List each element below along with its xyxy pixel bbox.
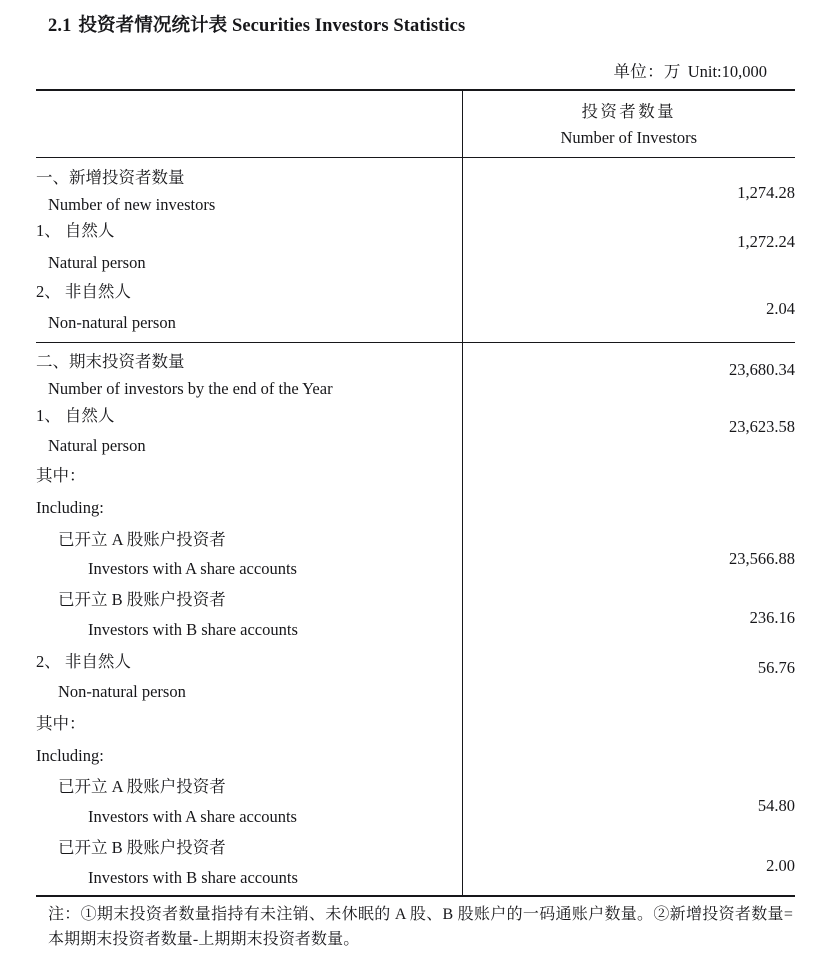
row-value-cell bbox=[462, 583, 795, 643]
row-label-cell bbox=[36, 644, 462, 706]
row-label-cell bbox=[36, 277, 462, 343]
table-row bbox=[36, 769, 795, 830]
row-label-cn: 已开立 B 股账户投资者 bbox=[58, 590, 226, 610]
header-label-text bbox=[36, 91, 462, 147]
row-label-cell bbox=[36, 460, 462, 521]
row-value-cell bbox=[462, 769, 795, 830]
row-label-cell bbox=[36, 522, 462, 583]
row-value-cell bbox=[462, 522, 795, 583]
row-label-cell bbox=[36, 158, 462, 219]
row-value-cell bbox=[462, 706, 795, 769]
header-value-en: Number of Investors bbox=[560, 127, 698, 147]
table-row bbox=[36, 583, 795, 643]
row-value-cell bbox=[462, 644, 795, 706]
investors-statistics-table bbox=[36, 89, 795, 897]
row-label-en: Investors with A share accounts bbox=[88, 559, 297, 579]
unit-note bbox=[36, 38, 795, 89]
page-title bbox=[36, 0, 795, 38]
row-label-cn: 已开立 A 股账户投资者 bbox=[58, 529, 226, 549]
table-header-row bbox=[36, 90, 795, 157]
row-value: 23,566.88 bbox=[729, 548, 795, 568]
header-label-cell bbox=[36, 90, 462, 157]
row-label-cell bbox=[36, 831, 462, 896]
row-label-en: Number of investors by the end of the Year bbox=[48, 379, 333, 399]
table-row bbox=[36, 522, 795, 583]
row-label-en: Including: bbox=[36, 745, 104, 765]
row-value: 56.76 bbox=[757, 657, 795, 677]
row-label-cn: 2、 非自然人 bbox=[36, 281, 131, 301]
row-label-cell bbox=[36, 343, 462, 403]
row-value: 54.80 bbox=[757, 796, 795, 816]
row-value-cell bbox=[462, 831, 795, 896]
header-value-cn: 投资者数量 bbox=[581, 102, 676, 122]
row-label-en: Investors with B share accounts bbox=[88, 867, 298, 887]
table-row bbox=[36, 343, 795, 403]
table-row bbox=[36, 403, 795, 460]
row-label-cn: 2、 非自然人 bbox=[36, 651, 131, 671]
table-row bbox=[36, 218, 795, 276]
row-label-cn: 已开立 A 股账户投资者 bbox=[58, 777, 226, 797]
row-label-en: Investors with A share accounts bbox=[88, 807, 297, 827]
row-label-cell bbox=[36, 218, 462, 276]
row-label-cell bbox=[36, 583, 462, 643]
title-en: Securities Investors Statistics bbox=[231, 16, 466, 36]
row-value: 2.00 bbox=[766, 855, 795, 875]
row-value: 2.04 bbox=[766, 298, 795, 318]
row-value: 236.16 bbox=[749, 608, 795, 628]
row-label-cn: 其中： bbox=[36, 713, 86, 733]
row-label-en: Including: bbox=[36, 497, 104, 517]
table-row bbox=[36, 460, 795, 521]
table-row bbox=[36, 706, 795, 769]
row-value-cell bbox=[462, 277, 795, 343]
row-label-cell bbox=[36, 769, 462, 830]
row-label-cn: 已开立 B 股账户投资者 bbox=[58, 837, 226, 857]
row-value-cell bbox=[462, 343, 795, 403]
row-label-en: Non-natural person bbox=[58, 682, 186, 702]
table-row bbox=[36, 831, 795, 896]
row-label-cell bbox=[36, 403, 462, 460]
row-label-cell bbox=[36, 706, 462, 769]
table-footnote: 注：①期末投资者数量指持有未注销、未休眠的 A 股、B 股账户的一码通账户数量。②新增投资者数量=本期期末投资者数量-上期期末投资者数量。 bbox=[48, 906, 793, 949]
unit-note-cn: 单位：万 bbox=[613, 62, 681, 82]
row-label-en: Natural person bbox=[48, 436, 146, 456]
table-row bbox=[36, 277, 795, 343]
row-value: 1,272.24 bbox=[737, 232, 795, 252]
row-label-cn: 其中： bbox=[36, 466, 86, 486]
row-label-en: Number of new investors bbox=[48, 194, 216, 214]
row-label-cn: 1、 自然人 bbox=[36, 221, 115, 241]
row-value: 1,274.28 bbox=[737, 183, 795, 202]
row-value: 23,680.34 bbox=[729, 360, 795, 380]
unit-note-en: Unit:10,000 bbox=[687, 62, 767, 82]
table-row bbox=[36, 158, 795, 219]
row-value: 23,623.58 bbox=[729, 416, 795, 436]
row-label-cn: 1、 自然人 bbox=[36, 405, 115, 425]
row-label-cn: 二、期末投资者数量 bbox=[36, 352, 185, 372]
title-cn: 投资者情况统计表 bbox=[78, 16, 228, 36]
row-value-cell bbox=[462, 403, 795, 460]
table-row bbox=[36, 644, 795, 706]
row-label-en: Investors with B share accounts bbox=[88, 619, 298, 639]
header-value-cell bbox=[462, 90, 795, 157]
section-number: 2.1 bbox=[48, 16, 72, 36]
row-label-en: Natural person bbox=[48, 253, 146, 273]
row-label-cn: 一、新增投资者数量 bbox=[36, 168, 185, 187]
row-value-cell bbox=[462, 218, 795, 276]
row-label-en: Non-natural person bbox=[48, 312, 176, 332]
row-value-cell bbox=[462, 460, 795, 521]
row-value-cell bbox=[462, 158, 795, 219]
